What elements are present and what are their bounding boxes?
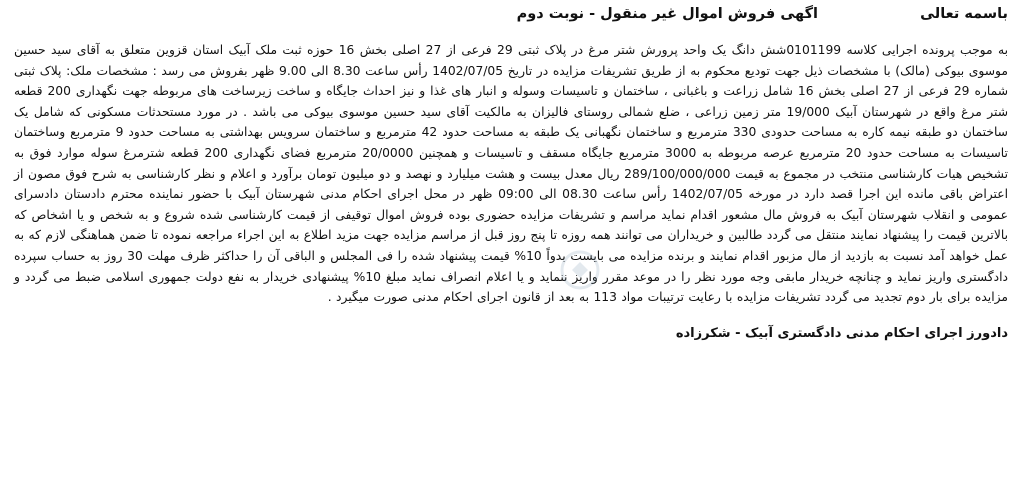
notice-body-paragraph: به موجب پرونده اجرایی کلاسه 0101199شش دانگ یک واحد پرورش شتر مرغ در پلاک ثبتی 29 فرعی از 27 اصلی بخش 16 حوزه ثبت ملک آبیک استان قزوین متعلق به آقای سید حسین موسوی بیوکی (مالک) با مشخصات ذیل جهت تودیع محکوم به از طریق تشریفات مزایده در تاریخ 1402/07/05 رأس ساعت 8.30 الی 9.00 ظهر بفروش می رسد : مشخصات ملک: پلاک ثبتی شماره 29 فرعی از 27 اصلی بخش 16 شامل زراعت و باغبانی ، ساختمان و تاسیسات وسوله و انبار های غذا و نیز احداث جایگاه و ساخت زیرساخت های مربوطه جهت نگهداری 200 قطعه شتر مرغ واقع در شهرستان آبیک 19/000 متر زمین زراعی ، ضلع شمالی روستای فالیزان به مالکیت آقای سید حسین موسوی بیوکی می باشد . در مورد مستحدثات مسکونی که شامل یک ساختمان دو طبقه نیمه کاره به مساحت حدودی 330 مترمربع و ساختمان نگهبانی یک طبقه به مساحت حدود 42 مترمربع و ساختمان سرویس بهداشتی به مساحت حدود 9 مترمربع وساختمان تاسیسات به مساحت حدود 20 مترمربع عرصه مربوطه به 3000 مترمربع جایگاه مسقف و تاسیسات و همچنین 20/0000 مترمربع فضای نگهداری 200 قطعه شترمرغ سوله موارد فوق به تشخیص هیات کارشناسی منتخب در مجموع به قیمت 289/100/000/000 ریال معدل بیست و هشت میلیارد و نهصد و دو میلیون تومان برآورد و اعلام و نظر کارشناسی به شرح فوق مصون از اعتراض باقی مانده این اجرا قصد دارد در مورخه 1402/07/05 رأس ساعت 08.30 الی 09:00 ظهر در محل اجرای احکام مدنی شهرستان آبیک با حضور نماینده محترم دادستان دادسرای عمومی و انقلاب شهرستان آبیک به فروش مال مشعور اقدام نماید مراسم و تشریفات مزایده حضوری بوده فروش اموال توقیفی از قیمت کارشناسی شده شروع و به شخص و یا اشخاص که بالاترین قیمت را پیشنهاد نمایند منتقل می گردد طالبین و خریداران می توانند همه روزه تا پنج روز قبل از مراسم مزایده جهت مزید اطلاع به این اجراء مراجعه نموده تا ضمن هماهنگی لازم که به عمل خواهد آمد نسبت به بازدید از مال مزبور اقدام نمایند و برنده مزایده می بایست بدواً 10% قیمت پیشنهاد شده را فی المجلس و الباقی آن را حداکثر ظرف مهلت 30 روز به حساب سپرده دادگستری واریز نماید و چنانچه خریدار مابقی وجه مورد نظر را در موعد مقرر واریز ننماید و یا اعلام انصراف نماید مبلغ 10% پیشنهادی خریدار به نفع دولت جمهوری اسلامی ضبط می گردد و مزایده برای بار دوم تجدید می گردد تشریفات مزایده با رعایت ترتیبات مواد 113 به بعد از قانون اجرای احکام مدنی صورت میگیرد . bbox=[14, 43, 1009, 305]
notice-title: اگهی فروش اموال غیر منقول - نوبت دوم bbox=[516, 6, 818, 22]
notice-header bbox=[14, 6, 1008, 32]
notice-signature: دادورز اجرای احکام مدنی دادگستری آبیک - شکرزاده bbox=[675, 325, 1008, 341]
basmala-heading: باسمه تعالی bbox=[920, 6, 1008, 22]
